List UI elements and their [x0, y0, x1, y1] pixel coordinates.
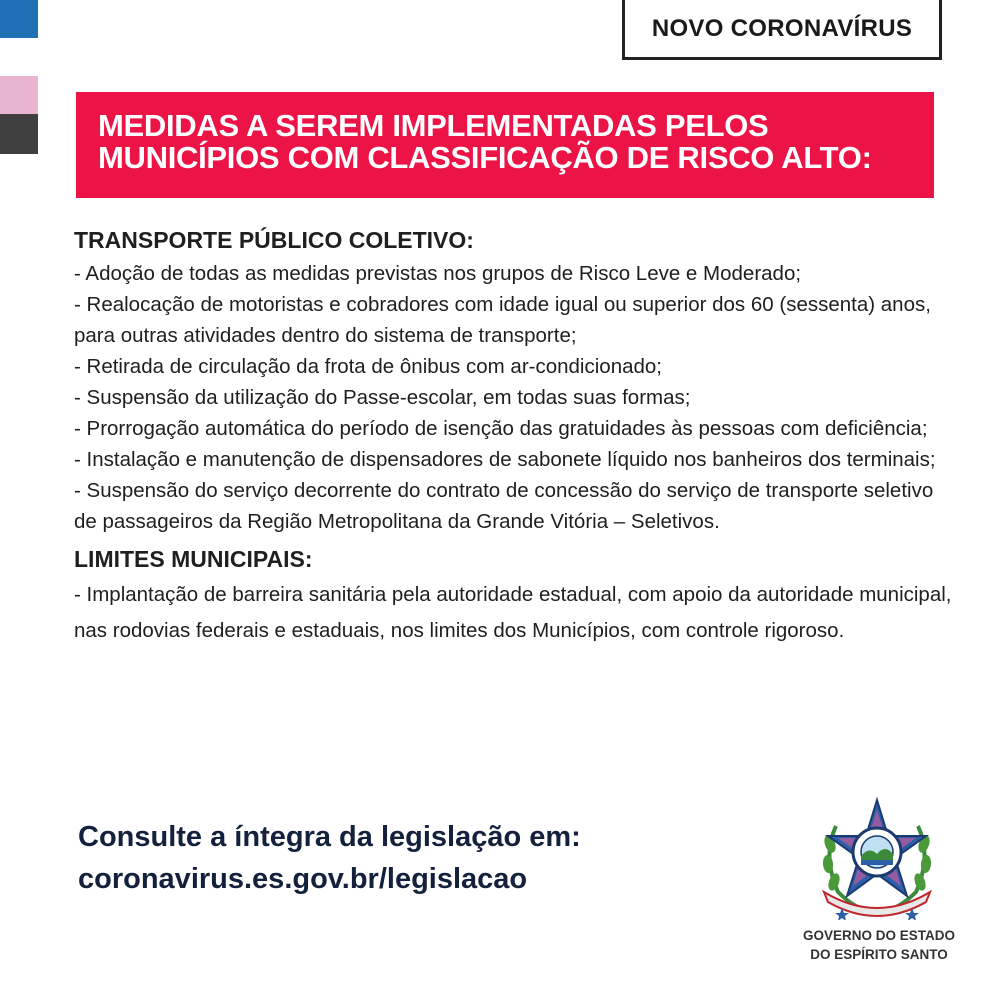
measures-content	[74, 222, 954, 649]
headline-line-2: MUNICÍPIOS COM CLASSIFICAÇÃO DE RISCO ALTO:	[98, 140, 872, 175]
measure-item: - Suspensão da utilização do Passe-escolar, em todas suas formas;	[74, 386, 691, 409]
topic-badge: NOVO CORONAVÍRUS	[622, 0, 942, 60]
section-title-transport: TRANSPORTE PÚBLICO COLETIVO:	[74, 227, 474, 253]
measure-item: - Suspensão do serviço decorrente do contrato de concessão do serviço de transporte seletivo de passageiros da Região Metropolitana da Grande Vitória – Seletivos.	[74, 479, 934, 533]
decorative-square-pink	[0, 76, 38, 114]
measure-item: - Prorrogação automática do período de isenção das gratuidades às pessoas com deficiência;	[74, 417, 928, 440]
section-title-municipal-limits: LIMITES MUNICIPAIS:	[74, 546, 313, 572]
government-name	[780, 926, 978, 964]
measure-item: - Realocação de motoristas e cobradores com idade igual ou superior dos 60 (sessenta) anos, para outras atividades dentro do sistema de transporte;	[74, 293, 931, 347]
measure-item: - Retirada de circulação da frota de ônibus com ar-condicionado;	[74, 355, 662, 378]
measure-item: - Instalação e manutenção de dispensadores de sabonete líquido nos banheiros dos terminais;	[74, 448, 936, 471]
legislation-callout	[78, 816, 778, 900]
headline-line-1: MEDIDAS A SEREM IMPLEMENTADAS PELOS	[98, 108, 769, 143]
measure-item: - Adoção de todas as medidas previstas nos grupos de Risco Leve e Moderado;	[74, 262, 802, 285]
government-name-line-1: GOVERNO DO ESTADO	[802, 928, 955, 943]
cta-text: Consulte a íntegra da legislação em:	[78, 821, 581, 853]
government-name-line-2: DO ESPÍRITO SANTO	[810, 947, 948, 962]
measure-item: - Implantação de barreira sanitária pela autoridade estadual, com apoio da autoridade municipal, nas rodovias federais e estaduais, nos limites dos Municípios, com controle rigoroso.	[74, 583, 952, 642]
legislation-url[interactable]: coronavirus.es.gov.br/legislacao	[78, 863, 528, 895]
decorative-square-dark	[0, 114, 38, 154]
headline-banner	[76, 92, 934, 198]
decorative-square-blue	[0, 0, 38, 38]
state-coat-of-arms-icon	[816, 796, 938, 920]
